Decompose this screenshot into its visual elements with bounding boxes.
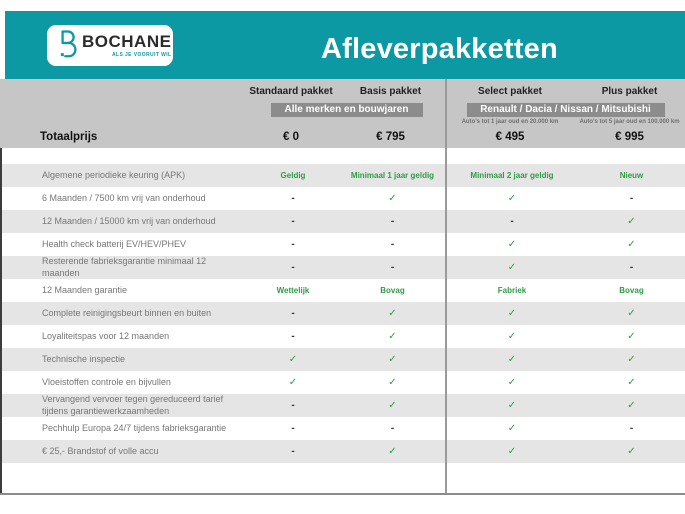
row-label: Health check batterij EV/HEV/PHEV (42, 238, 187, 249)
dash-mark: - (291, 262, 295, 273)
table-row (2, 417, 685, 440)
logo-text (82, 33, 171, 58)
subnote-plus: Auto's tot 5 jaar oud en 100.000 km (579, 119, 680, 125)
spacer-row (2, 148, 685, 164)
check-icon: ✓ (288, 377, 298, 388)
table-row (2, 279, 685, 302)
check-icon: ✓ (627, 216, 636, 227)
dash-mark: - (510, 216, 514, 227)
check-icon: ✓ (507, 377, 517, 388)
total-price-row (0, 129, 685, 145)
dash-mark: - (390, 262, 395, 273)
check-icon: ✓ (388, 308, 397, 319)
total-price-label: Totaalprijs (40, 131, 98, 143)
logo-wordmark: BOCHANE (82, 32, 172, 51)
table-left-border (0, 148, 2, 495)
check-icon: ✓ (627, 331, 636, 342)
cell-text-value: Geldig (280, 171, 306, 180)
price-plus: € 995 (615, 131, 644, 143)
brand-band-all-makes: Alle merken en bouwjaren (271, 103, 423, 117)
header-bar (5, 11, 685, 79)
dash-mark: - (390, 423, 395, 434)
subnote-select: Auto's tot 1 jaar oud en 20.000 km (461, 119, 559, 125)
table-row (2, 302, 685, 325)
subnotes-row (0, 117, 685, 127)
table-bottom-border (0, 493, 685, 495)
check-icon: ✓ (627, 354, 636, 365)
price-standaard: € 0 (283, 131, 299, 143)
dash-mark: - (291, 308, 295, 319)
row-label: Loyaliteitspas voor 12 maanden (42, 330, 170, 341)
bochane-b-icon (56, 28, 78, 63)
row-label: 12 Maanden garantie (42, 284, 128, 295)
check-icon: ✓ (627, 400, 636, 411)
dash-mark: - (291, 216, 295, 227)
row-label: Pechhulp Europa 24/7 tijdens fabrieksgarantie (42, 422, 227, 433)
table-row (2, 256, 685, 279)
dash-mark: - (291, 446, 295, 457)
dash-mark: - (291, 239, 295, 250)
table-row (2, 187, 685, 210)
check-icon: ✓ (627, 239, 636, 250)
check-icon: ✓ (507, 331, 517, 342)
check-icon: ✓ (388, 446, 397, 457)
logo-tagline: ALS JE VOORUIT WIL (112, 52, 172, 58)
check-icon: ✓ (507, 446, 517, 457)
row-label: Vloeistoffen controle en bijvullen (42, 376, 171, 387)
table-row (2, 440, 685, 463)
dash-mark: - (390, 216, 395, 227)
row-label: 6 Maanden / 7500 km vrij van onderhoud (42, 192, 206, 203)
bochane-logo (47, 25, 173, 66)
cell-text-value: Bovag (619, 286, 644, 295)
row-label: Algemene periodieke keuring (APK) (42, 169, 186, 180)
dash-mark: - (291, 400, 295, 411)
dash-mark: - (291, 193, 295, 204)
row-label: Technische inspectie (42, 353, 126, 364)
dash-mark: - (629, 193, 634, 204)
row-label: Vervangend vervoer tegen gereduceerd tarief tijdens garantiewerkzaamheden (42, 394, 224, 416)
check-icon: ✓ (627, 377, 636, 388)
dash-mark: - (629, 262, 634, 273)
dash-mark: - (390, 239, 395, 250)
column-header-plus: Plus pakket (601, 86, 658, 97)
cell-text-value: Minimaal 1 jaar geldig (350, 171, 435, 180)
check-icon: ✓ (388, 354, 397, 365)
check-icon: ✓ (507, 400, 517, 411)
cell-text-value: Nieuw (619, 171, 644, 180)
column-header-select: Select pakket (478, 86, 542, 97)
group-divider-line (445, 79, 447, 495)
check-icon: ✓ (507, 262, 517, 273)
check-icon: ✓ (388, 193, 397, 204)
check-icon: ✓ (507, 354, 517, 365)
check-icon: ✓ (507, 193, 517, 204)
check-icon: ✓ (388, 331, 397, 342)
row-label: Complete reinigingsbeurt binnen en buiten (42, 307, 212, 318)
package-titles-row (0, 85, 685, 98)
dash-mark: - (291, 331, 295, 342)
cell-text-value: Bovag (380, 286, 405, 295)
brand-bands-row (0, 103, 685, 117)
check-icon: ✓ (507, 239, 517, 250)
page-title: Afleverpakketten (321, 33, 558, 65)
brand-band-renault-group: Renault / Dacia / Nissan / Mitsubishi (467, 103, 665, 117)
table-body (2, 164, 685, 463)
row-label: € 25,- Brandstof of volle accu (42, 445, 159, 456)
column-header-band (0, 79, 685, 148)
check-icon: ✓ (388, 377, 397, 388)
table-row (2, 233, 685, 256)
cell-text-value: Fabriek (497, 286, 527, 295)
price-basis: € 795 (376, 131, 405, 143)
table-row (2, 348, 685, 371)
table-row (2, 371, 685, 394)
column-header-basis: Basis pakket (359, 86, 422, 97)
table-row (2, 164, 685, 187)
check-icon: ✓ (288, 354, 298, 365)
check-icon: ✓ (627, 446, 636, 457)
row-label: Resterende fabrieksgarantie minimaal 12 maanden (42, 256, 207, 278)
check-icon: ✓ (388, 400, 397, 411)
dash-mark: - (629, 423, 634, 434)
check-icon: ✓ (507, 308, 517, 319)
table-row (2, 394, 685, 417)
cell-text-value: Wettelijk (276, 286, 310, 295)
table-row (2, 210, 685, 233)
cell-text-value: Minimaal 2 jaar geldig (470, 171, 554, 180)
price-select: € 495 (495, 131, 525, 143)
row-label: 12 Maanden / 15000 km vrij van onderhoud (42, 215, 216, 226)
column-header-standaard: Standaard pakket (249, 86, 333, 97)
table-row (2, 325, 685, 348)
check-icon: ✓ (507, 423, 517, 434)
check-icon: ✓ (627, 308, 636, 319)
dash-mark: - (291, 423, 295, 434)
